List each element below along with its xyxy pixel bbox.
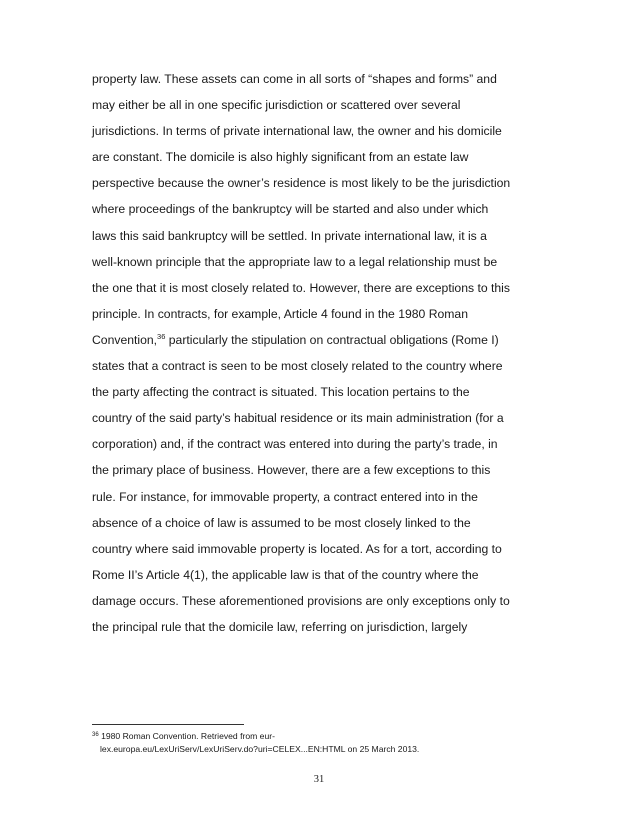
footnote-line-1 (92, 730, 522, 743)
footnote-separator (92, 724, 244, 725)
body-line: country of the said party’s habitual residence or its main administration (for a (92, 411, 504, 426)
page-number: 31 (313, 774, 325, 785)
body-line: where proceedings of the bankruptcy will be started and also under which (92, 202, 489, 217)
body-line: the primary place of business. However, there are a few exceptions to this (92, 463, 491, 478)
body-line: corporation) and, if the contract was entered into during the party’s trade, in (92, 437, 498, 452)
footnote-text-1: 1980 Roman Convention. Retrieved from eur- (101, 731, 275, 741)
body-line: property law. These assets can come in all sorts of “shapes and forms” and (92, 72, 497, 86)
body-line: the one that it is most closely related to. However, there are exceptions to this (92, 280, 510, 295)
body-line-text: Convention, (92, 332, 158, 347)
footnote-reference[interactable]: 36 (157, 331, 166, 341)
body-line: the party affecting the contract is situated. This location pertains to the (92, 385, 470, 400)
body-line: jurisdictions. In terms of private international law, the owner and his domicile (92, 124, 502, 139)
body-line-text: particularly the stipulation on contractual obligations (Rome I) (165, 332, 499, 347)
body-line: are constant. The domicile is also highly significant from an estate law (92, 150, 469, 165)
body-line: perspective because the owner’s residence is most likely to be the jurisdiction (92, 176, 511, 191)
body-line: damage occurs. These aforementioned provisions are only exceptions only to (92, 593, 510, 608)
footnote (92, 730, 522, 755)
footnote-line-2: lex.europa.eu/LexUriServ/LexUriServ.do?uri=CELEX...EN:HTML on 25 March 2013. (100, 743, 420, 754)
body-line: states that a contract is seen to be most closely related to the country where (92, 359, 503, 374)
body-line (92, 327, 532, 353)
body-line: Rome II’s Article 4(1), the applicable law is that of the country where the (92, 567, 479, 582)
body-line: principle. In contracts, for example, Article 4 found in the 1980 Roman (92, 306, 468, 321)
body-line: laws this said bankruptcy will be settled. In private international law, it is a (92, 228, 487, 243)
body-line: absence of a choice of law is assumed to be most closely linked to the (92, 515, 471, 530)
body-line: well-known principle that the appropriate law to a legal relationship must be (92, 254, 498, 269)
body-paragraph (92, 66, 532, 640)
body-line: rule. For instance, for immovable property, a contract entered into in the (92, 489, 478, 504)
body-line: may either be all in one specific jurisdiction or scattered over several (92, 98, 461, 113)
body-line: the principal rule that the domicile law, referring on jurisdiction, largely (92, 619, 468, 634)
footnote-marker: 36 (92, 732, 99, 738)
body-line: country where said immovable property is located. As for a tort, according to (92, 541, 502, 556)
